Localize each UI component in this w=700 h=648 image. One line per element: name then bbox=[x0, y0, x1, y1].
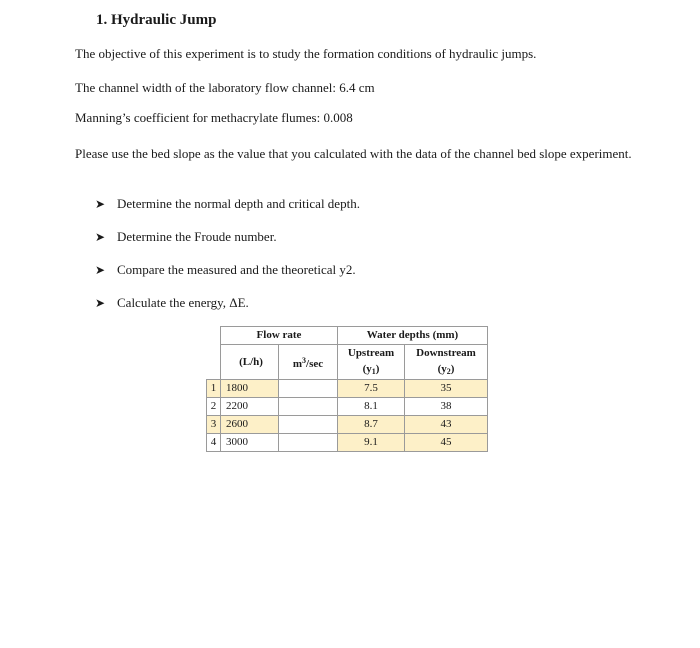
arrow-bullet-icon: ➤ bbox=[95, 197, 106, 211]
bed-slope-text: Please use the bed slope as the value that you calculated with the data of the channel bed slope experiment. bbox=[75, 146, 632, 161]
table-row: 3 2600 8.7 43 bbox=[207, 416, 488, 434]
arrow-bullet-icon: ➤ bbox=[95, 296, 106, 310]
section-heading: 1. Hydraulic Jump bbox=[96, 12, 217, 28]
table-row: 2 2200 8.1 38 bbox=[207, 398, 488, 416]
lh-header: (L/h) bbox=[221, 345, 279, 380]
arrow-bullet-icon: ➤ bbox=[95, 230, 106, 244]
task-item: ➤ Compare the measured and the theoretical y2. bbox=[95, 262, 356, 277]
task-item: ➤ Determine the Froude number. bbox=[95, 229, 277, 244]
table-row: 1 1800 7.5 35 bbox=[207, 380, 488, 398]
flow-rate-header: Flow rate bbox=[221, 327, 338, 345]
manning-coefficient-text: Manning’s coefficient for methacrylate flumes: 0.008 bbox=[75, 110, 353, 125]
arrow-bullet-icon: ➤ bbox=[95, 263, 106, 277]
task-item: ➤ Determine the normal depth and critical depth. bbox=[95, 196, 360, 211]
channel-width-text: The channel width of the laboratory flow channel: 6.4 cm bbox=[75, 80, 375, 95]
task-list bbox=[95, 196, 360, 328]
table-subheader-row bbox=[207, 345, 488, 363]
table-header-row bbox=[207, 327, 488, 345]
y2-header: $(y_2)$ bbox=[405, 362, 488, 380]
water-depths-header: Water depths (mm) bbox=[338, 327, 488, 345]
y1-header: $(y_1)$ bbox=[338, 362, 405, 380]
downstream-header: Downstream bbox=[405, 345, 488, 363]
data-table bbox=[206, 326, 488, 452]
objective-text: The objective of this experiment is to study the formation conditions of hydraulic jumps. bbox=[75, 46, 537, 61]
m3sec-header: $m^3/\sec$ bbox=[279, 345, 338, 380]
upstream-header: Upstream bbox=[338, 345, 405, 363]
table-row: 4 3000 9.1 45 bbox=[207, 434, 488, 452]
task-item: ➤ Calculate the energy, ΔE. bbox=[95, 295, 249, 310]
